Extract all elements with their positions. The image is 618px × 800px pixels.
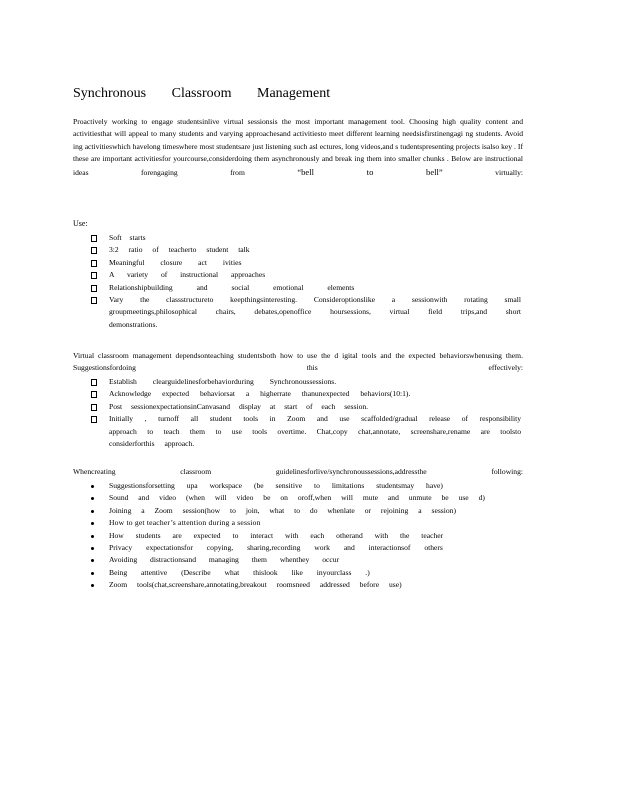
- intro-tail: virtually:: [495, 167, 523, 177]
- bullet-dot-icon: [91, 480, 103, 492]
- bullet-dot-icon: [91, 579, 103, 591]
- list-item: Suggestionsforsetting upa workspace (be sensitive to limitations studentsmay have): [91, 480, 521, 492]
- list-item: Initially , turnoff all student tools in Zoom and use scaffolded/gradual release of responsibility approach to teach them to use tools overtime. Chat,copy chat,annotate, screenshare,rename are toolsto considerforthis approach.: [91, 413, 521, 450]
- list-item: Establish clearguidelinesforbehaviorduring Synchronoussessions.: [91, 376, 521, 388]
- list-item: Zoom tools(chat,screenshare,annotating,breakout roomsneed addressed before use): [91, 579, 521, 591]
- virtual-paragraph: Virtual classroom management dependsonteaching studentsboth how to use the d igital tools and the expected behaviorswhenusing them. Suggestionsfordoing this effectively:: [73, 351, 523, 373]
- list-item: 3:2 ratio of teacherto student talk: [91, 244, 521, 256]
- intro-text: Proactively working to engage studentsinlive virtual sessionsis the most important management tool. Choosing high quality content and activitiesthat will appeal to many students and varying approachesand activitiesto meet different learning needsisfirstinengagi ng students. Avoid ing activitieswhich havelong timeswhere most studentsare just listening such asl ectures, long videos,and s tudentspresenting projects isalso key . If these are important activitiesfor yourcourse,considerdoing them asynchronously and break ing them into smaller chunks . Below are instructional ideas forengaging from: [73, 117, 523, 177]
- list-item: Meaningful closure act ivities: [91, 257, 521, 269]
- bullet-dot-icon: [91, 530, 103, 542]
- list-item: Relationshipbuilding and social emotional elements: [91, 282, 521, 294]
- bullet-dot-icon: [91, 567, 103, 579]
- list-item: Sound and video (when will video be on oroff,when will mute and unmute be use d): [91, 492, 521, 504]
- bullet-dot-icon: [91, 492, 103, 504]
- bullet-dot-icon: [91, 554, 103, 566]
- list-item: Vary the classstructureto keepthingsinteresting. Consideroptionslike a sessionwith rotating small groupmeetings,philosophical chairs, debates,openoffice hoursessions, virtual field trips,and short demonstrations.: [91, 294, 521, 331]
- virtual-list: [91, 376, 521, 450]
- square-bullet-icon: [91, 294, 103, 308]
- list-item: Privacy expectationsfor copying, sharing,recording work and interactionsof others: [91, 542, 521, 554]
- list-item: Avoiding distractionsand managing them whenthey occur: [91, 554, 521, 566]
- list-item: Being attentive (Describe what thislook like inyourclass .): [91, 567, 521, 579]
- bell-to-bell-quote: “bell to bell”: [297, 166, 443, 177]
- bullet-dot-icon: [91, 517, 103, 529]
- list-item: How students are expected to interact with each otherand with the teacher: [91, 530, 521, 542]
- list-item: Joining a Zoom session(how to join, what to do whenlate or rejoining a session): [91, 505, 521, 517]
- square-bullet-icon: [91, 413, 103, 427]
- use-label: Use:: [73, 219, 88, 228]
- page-title: Synchronous Classroom Management: [73, 86, 331, 101]
- intro-paragraph: [73, 116, 523, 179]
- list-item: A variety of instructional approaches: [91, 269, 521, 281]
- bullet-dot-icon: [91, 505, 103, 517]
- bullet-dot-icon: [91, 542, 103, 554]
- guidelines-list: [91, 480, 521, 592]
- list-item: Acknowledge expected behaviorsat a higherrate thanunexpected behaviors(10:1).: [91, 388, 521, 400]
- use-list: [91, 232, 521, 331]
- list-item: How to get teacher’s attention during a session: [91, 517, 521, 529]
- list-item: Post sessionexpectationsinCanvasand display at start of each session.: [91, 401, 521, 413]
- guidelines-paragraph: Whencreating classroom guidelinesforlive/synchronoussessions,addressthe following:: [73, 467, 523, 476]
- list-item: Soft starts: [91, 232, 521, 244]
